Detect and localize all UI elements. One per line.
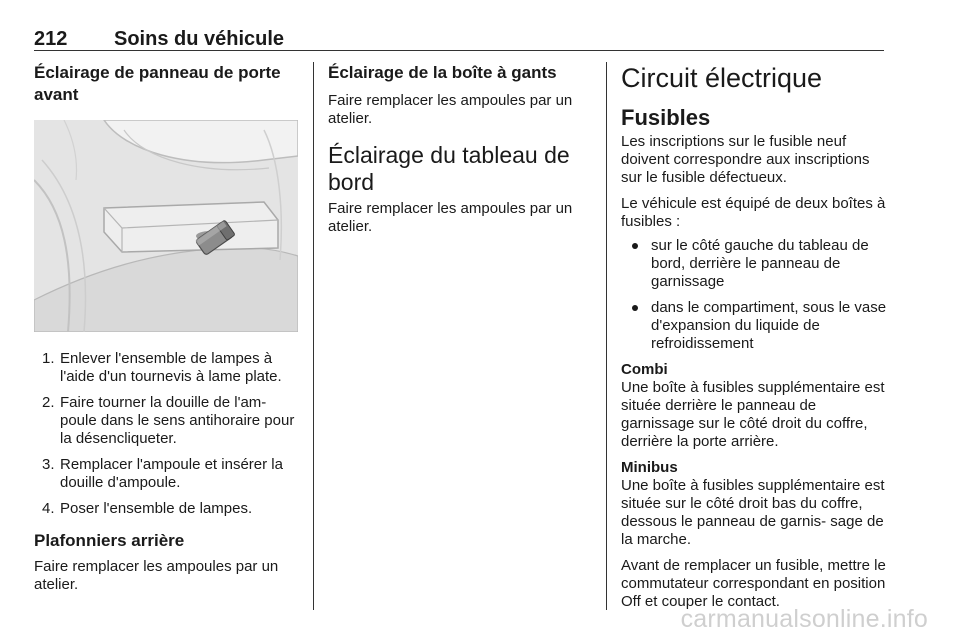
column-left [34,62,300,594]
instruction-steps [34,350,300,518]
section-heading: Fusibles [621,105,711,130]
header-divider [34,50,884,51]
column-right [621,62,887,611]
lamp-removal-drawing [34,120,298,332]
chapter-title: Circuit électrique [621,63,823,93]
door-panel-lamp-illustration [34,120,298,332]
column-middle [328,62,594,236]
watermark: carmanualsonline.info [680,605,928,633]
paragraph: Faire remplacer les ampoules par un atelier. [328,200,573,235]
list-item: 4. Poser l'ensemble de lampes. [42,500,253,517]
paragraph: Une boîte à fusibles supplémentaire est située derrière le panneau de garnissage sur le côté droit du coffre, derrière la porte arrière. [621,379,885,450]
bullet-icon [632,243,638,249]
list-item: 2. Faire tourner la douille de l'am- poule dans le sens antihoraire pour la désencliqueter. [42,394,295,447]
list-item: 1. Enlever l'ensemble de lampes à l'aide d'un tournevis à lame plate. [42,350,282,385]
column-divider [313,62,314,610]
list-item: dans le compartiment, sous le vase d'expansion du liquide de refroidissement [621,299,887,353]
paragraph: Les inscriptions sur le fusible neuf doivent correspondre aux inscriptions sur le fusible défectueux. [621,133,870,186]
list-item: 3. Remplacer l'ampoule et insérer la douille d'ampoule. [42,456,283,491]
paragraph: Une boîte à fusibles supplémentaire est située sur le côté droit bas du coffre, dessous le panneau de garnis- sage de la marche. [621,477,885,548]
section-heading: Éclairage de panneau de porte avant [34,63,281,104]
list-item: sur le côté gauche du tableau de bord, derrière le panneau de garnissage [621,237,887,291]
running-title: Soins du véhicule [114,28,285,50]
bullet-icon [632,305,638,311]
paragraph: Le véhicule est équipé de deux boîtes à fusibles : [621,195,886,230]
paragraph: Avant de remplacer un fusible, mettre le commutateur correspondant en position Off et couper le contact. [621,557,886,610]
page-number: 212 [34,28,68,50]
column-divider [606,62,607,610]
subheading-minibus: Minibus [621,459,678,476]
section-heading: Éclairage de la boîte à gants [328,63,557,82]
section-heading: Plafonniers arrière [34,531,185,550]
bullet-list [621,237,887,353]
paragraph: Faire remplacer les ampoules par un atelier. [328,92,573,127]
subheading-combi: Combi [621,361,668,378]
section-heading: Éclairage du tableau de bord [328,142,570,195]
page-header [34,24,884,54]
paragraph: Faire remplacer les ampoules par un atelier. [34,558,279,593]
